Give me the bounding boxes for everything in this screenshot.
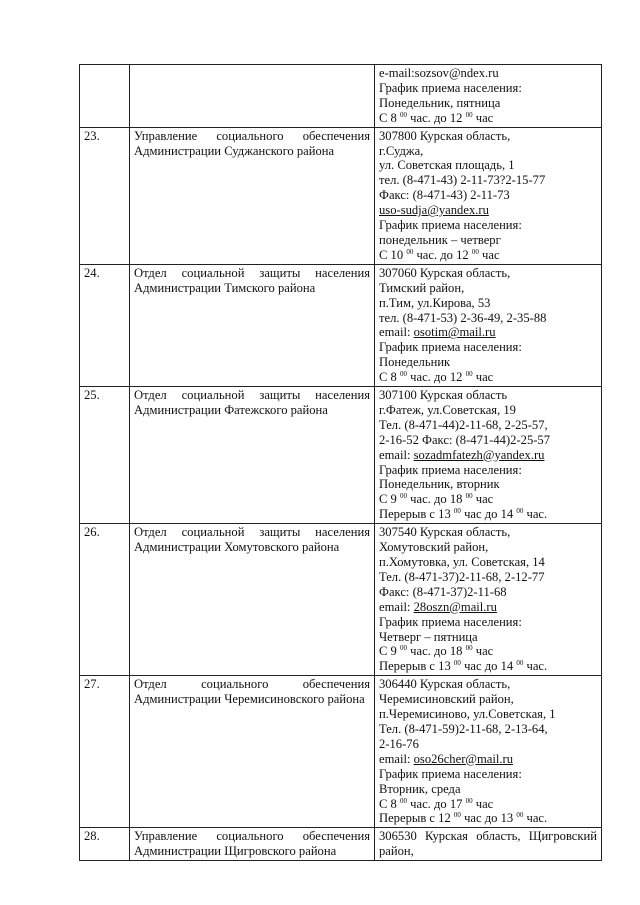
hours-text: час. до 17 xyxy=(410,796,463,811)
info-line: тел. (8-471-53) 2-36-49, 2-35-88 xyxy=(379,310,547,325)
organization-name: Отдел социальной защиты населения Администрации Хомутовского района xyxy=(130,524,375,676)
organization-name: Отдел социальной защиты населения Администрации Тимского района xyxy=(130,264,375,386)
hours-text: Перерыв с 13 xyxy=(379,659,451,674)
info-line: п.Черемисиново, ул.Советская, 1 xyxy=(379,707,556,722)
minutes-superscript: 00 xyxy=(400,110,408,119)
info-line: График приема населения: xyxy=(379,614,522,629)
email-label: email: xyxy=(379,447,414,462)
info-line: г.Суджа, xyxy=(379,143,424,158)
reception-hours-line xyxy=(379,644,597,659)
minutes-superscript: 00 xyxy=(465,110,473,119)
minutes-superscript: 00 xyxy=(465,492,473,501)
info-line: Тимский район, xyxy=(379,280,465,295)
minutes-superscript: 00 xyxy=(400,644,408,653)
hours-text: час xyxy=(482,247,500,262)
hours-text: час. xyxy=(526,811,548,826)
hours-text: час. до 12 xyxy=(410,370,463,385)
info-line: Тел. (8-471-37)2-11-68, 2-12-77 xyxy=(379,569,545,584)
table-row xyxy=(80,676,602,828)
break-hours-line xyxy=(379,659,597,674)
hours-text: С 8 xyxy=(379,110,397,125)
hours-text: С 9 xyxy=(379,492,397,507)
info-line: 306530 Курская область, Щигровский xyxy=(379,829,597,844)
info-line: 2-16-52 Факс: (8-471-44)2-25-57 xyxy=(379,432,551,447)
reception-hours-line xyxy=(379,797,597,812)
break-hours-line xyxy=(379,811,597,826)
info-line: тел. (8-471-43) 2-11-73?2-15-77 xyxy=(379,173,546,188)
hours-text: час xyxy=(475,796,494,811)
contacts-table xyxy=(79,64,602,861)
info-line: График приема населения: xyxy=(379,80,522,95)
info-line: Черемисиновский район, xyxy=(379,692,514,707)
organization-name: Управление социального обеспечения Администрации Щигровского района xyxy=(130,828,375,861)
hours-text: час до 14 xyxy=(464,507,514,522)
minutes-superscript: 00 xyxy=(516,659,524,668)
table-row xyxy=(80,264,602,386)
hours-text: час. до 12 xyxy=(416,247,469,262)
email-line xyxy=(379,203,597,218)
minutes-superscript: 00 xyxy=(406,247,414,256)
info-line: График приема населения: xyxy=(379,218,522,233)
minutes-superscript: 00 xyxy=(400,492,408,501)
email-address[interactable]: oso26cher@mail.ru xyxy=(413,751,514,766)
row-number: 28. xyxy=(80,828,130,861)
info-line: График приема населения: xyxy=(379,340,522,355)
contact-info xyxy=(375,127,602,264)
minutes-superscript: 00 xyxy=(400,796,408,805)
hours-text: час. xyxy=(526,507,548,522)
hours-text: С 8 xyxy=(379,370,397,385)
hours-text: час. xyxy=(526,659,548,674)
hours-text: час xyxy=(475,644,494,659)
info-line: 307800 Курская область, xyxy=(379,128,511,143)
info-line: Факс: (8-471-37)2-11-68 xyxy=(379,584,507,599)
table-row xyxy=(80,127,602,264)
reception-hours-line xyxy=(379,492,597,507)
hours-text: час. до 18 xyxy=(410,644,463,659)
info-line: Хомутовский район, xyxy=(379,540,489,555)
table-row xyxy=(80,65,602,128)
contact-info xyxy=(375,828,602,861)
organization-name: Отдел социального обеспечения Администрации Черемисиновского района xyxy=(130,676,375,828)
info-line: п.Хомутовка, ул. Советская, 14 xyxy=(379,555,545,569)
info-line: Тел. (8-471-59)2-11-68, 2-13-64, xyxy=(379,721,548,736)
hours-text: Перерыв с 12 xyxy=(379,811,451,826)
email-label: email: xyxy=(379,751,414,766)
minutes-superscript: 00 xyxy=(453,659,461,668)
info-line: Понедельник, вторник xyxy=(379,477,500,492)
email-line xyxy=(379,752,597,767)
info-line: понедельник – четверг xyxy=(379,232,501,247)
hours-text: час до 14 xyxy=(464,659,514,674)
table-row xyxy=(80,387,602,524)
email-line xyxy=(379,600,597,615)
row-number: 23. xyxy=(80,127,130,264)
info-line: Четверг – пятница xyxy=(379,629,478,644)
minutes-superscript: 00 xyxy=(465,796,473,805)
hours-text: час xyxy=(475,370,494,385)
hours-text: час. до 12 xyxy=(410,110,463,125)
break-hours-line xyxy=(379,507,597,522)
contact-info xyxy=(375,524,602,676)
email-line xyxy=(379,66,597,81)
minutes-superscript: 00 xyxy=(516,507,524,516)
hours-text: час до 13 xyxy=(464,811,514,826)
email-address[interactable]: sozadmfatezh@yandex.ru xyxy=(413,447,545,462)
contact-info xyxy=(375,65,602,128)
info-line: Понедельник, пятница xyxy=(379,95,501,110)
email-address[interactable]: 28oszn@mail.ru xyxy=(413,599,497,614)
email-label: email: xyxy=(379,325,414,340)
info-line: ул. Советская площадь, 1 xyxy=(379,158,515,173)
hours-text: С 10 xyxy=(379,247,404,262)
minutes-superscript: 00 xyxy=(465,644,473,653)
reception-hours-line xyxy=(379,370,597,385)
contact-info xyxy=(375,387,602,524)
table-row xyxy=(80,828,602,861)
info-line: 306440 Курская область, xyxy=(379,677,511,692)
info-line: г.Фатеж, ул.Советская, 19 xyxy=(379,402,516,417)
reception-hours-line xyxy=(379,111,597,126)
hours-text: час xyxy=(475,110,494,125)
hours-text: час. до 18 xyxy=(410,492,463,507)
email-label: e-mail: xyxy=(379,66,415,80)
minutes-superscript: 00 xyxy=(453,811,461,820)
email-line xyxy=(379,325,597,340)
info-line: 2-16-76 xyxy=(379,736,419,751)
info-line: Факс: (8-471-43) 2-11-73 xyxy=(379,188,510,203)
info-line: 307540 Курская область, xyxy=(379,525,511,540)
contact-info xyxy=(375,264,602,386)
row-number: 24. xyxy=(80,264,130,386)
minutes-superscript: 00 xyxy=(465,370,473,379)
row-number: 27. xyxy=(80,676,130,828)
minutes-superscript: 00 xyxy=(471,247,479,256)
reception-hours-line xyxy=(379,248,597,263)
row-number xyxy=(80,65,130,128)
organization-name xyxy=(130,65,375,128)
info-line: район, xyxy=(379,844,414,859)
email-address[interactable]: osotim@mail.ru xyxy=(413,325,496,340)
minutes-superscript: 00 xyxy=(453,507,461,516)
email-label: email: xyxy=(379,599,414,614)
organization-name: Отдел социальной защиты населения Администрации Фатежского района xyxy=(130,387,375,524)
info-line: График приема населения: xyxy=(379,462,522,477)
info-line: 307060 Курская область, xyxy=(379,265,511,280)
hours-text: С 8 xyxy=(379,796,397,811)
minutes-superscript: 00 xyxy=(400,370,408,379)
hours-text: Перерыв с 13 xyxy=(379,507,451,522)
info-line: Вторник, среда xyxy=(379,781,461,796)
row-number: 25. xyxy=(80,387,130,524)
email-address[interactable]: sozsov@ndex.ru xyxy=(414,66,499,80)
minutes-superscript: 00 xyxy=(516,811,524,820)
info-line: 307100 Курская область xyxy=(379,388,508,403)
info-line: Тел. (8-471-44)2-11-68, 2-25-57, xyxy=(379,417,548,432)
table-row xyxy=(80,524,602,676)
info-line: Понедельник xyxy=(379,355,451,370)
hours-text: С 9 xyxy=(379,644,397,659)
contact-info xyxy=(375,676,602,828)
info-line: График приема населения: xyxy=(379,766,522,781)
info-line: п.Тим, ул.Кирова, 53 xyxy=(379,295,491,310)
hours-text: час xyxy=(475,492,494,507)
contacts-table-body xyxy=(80,65,602,861)
organization-name: Управление социального обеспечения Администрации Суджанского района xyxy=(130,127,375,264)
email-address[interactable]: uso-sudja@yandex.ru xyxy=(379,203,489,218)
email-line xyxy=(379,448,597,463)
row-number: 26. xyxy=(80,524,130,676)
